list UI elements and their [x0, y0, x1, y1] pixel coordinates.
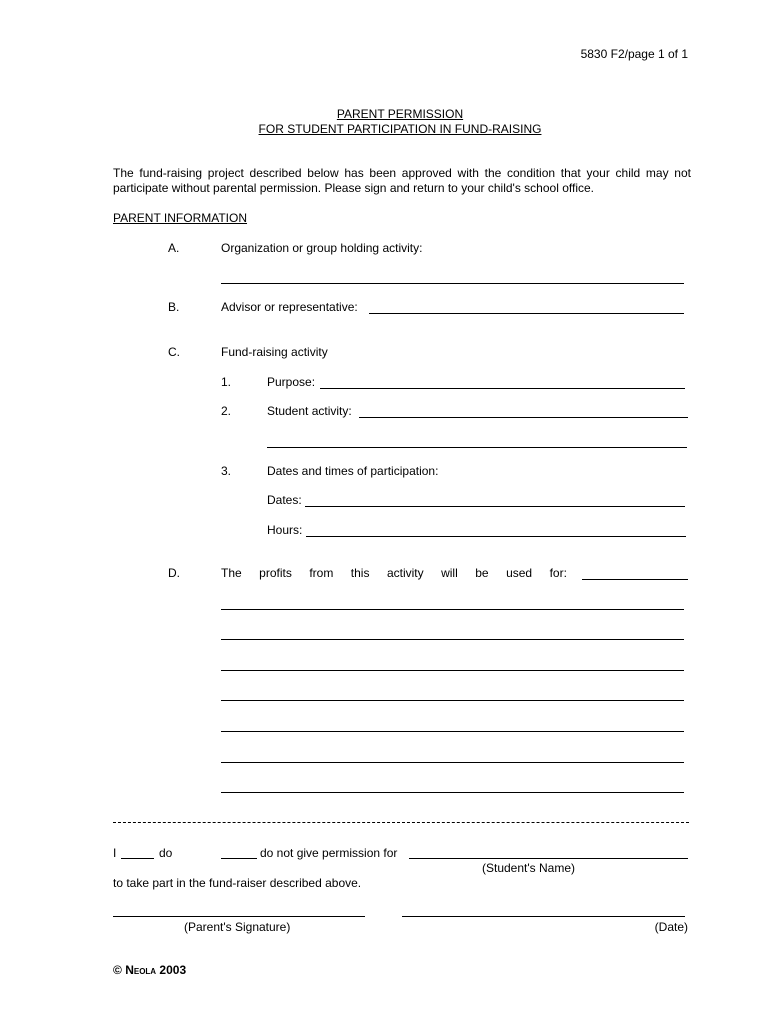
date-field[interactable] — [402, 916, 685, 917]
item-a-letter: A. — [168, 241, 180, 255]
item-d-word: for: — [549, 566, 567, 580]
item-c1-label: Purpose: — [267, 375, 316, 389]
organization-field[interactable] — [221, 283, 684, 284]
item-d-word: used — [506, 566, 533, 580]
profits-use-field-line8[interactable] — [221, 792, 684, 793]
item-c1-number: 1. — [221, 375, 232, 389]
profits-use-field-line7[interactable] — [221, 762, 684, 763]
dates-label: Dates: — [267, 493, 302, 507]
advisor-field[interactable] — [369, 313, 684, 314]
student-name-field[interactable] — [409, 858, 688, 859]
do-checkbox-field[interactable] — [121, 858, 154, 859]
page-reference: 5830 F2/page 1 of 1 — [580, 47, 688, 61]
profits-use-field-line6[interactable] — [221, 731, 684, 732]
item-c2-label: Student activity: — [267, 404, 352, 418]
item-d-word: profits — [259, 566, 292, 580]
item-d-letter: D. — [168, 566, 180, 580]
copyright-brand: Neola — [125, 963, 157, 977]
item-d-word: activity — [386, 566, 424, 580]
item-d-word: The — [221, 566, 242, 580]
do-not-checkbox-field[interactable] — [221, 858, 257, 859]
student-activity-field[interactable] — [359, 417, 688, 418]
copyright-notice — [113, 963, 186, 977]
profits-use-field-line2[interactable] — [221, 609, 684, 610]
student-name-caption: (Student's Name) — [482, 861, 575, 875]
profits-use-field-line5[interactable] — [221, 700, 684, 701]
item-c-letter: C. — [168, 345, 180, 359]
permission-do-label: do — [159, 846, 173, 860]
item-d-word: this — [350, 566, 370, 580]
form-title-line2: FOR STUDENT PARTICIPATION IN FUND-RAISING — [258, 122, 542, 136]
permission-do-not-label: do not give permission for — [260, 846, 398, 860]
section-heading-parent-information: PARENT INFORMATION — [113, 211, 248, 225]
dates-field[interactable] — [305, 506, 685, 507]
date-caption: (Date) — [654, 920, 688, 934]
item-c2-number: 2. — [221, 404, 232, 418]
parent-signature-caption: (Parent's Signature) — [184, 920, 291, 934]
parent-signature-field[interactable] — [113, 916, 365, 917]
copyright-symbol: © — [113, 963, 122, 977]
student-activity-field-line2[interactable] — [267, 447, 687, 448]
intro-paragraph: The fund-raising project described below has been approved with the condition that your child may not participate without parental permission. Please sign and return to your child's school office. — [113, 166, 691, 195]
item-b-letter: B. — [168, 300, 180, 314]
copyright-year: 2003 — [159, 963, 187, 977]
item-c-label: Fund-raising activity — [221, 345, 328, 359]
hours-label: Hours: — [267, 523, 303, 537]
profits-use-field[interactable] — [582, 579, 688, 580]
item-d-text — [221, 566, 567, 580]
item-d-word: be — [475, 566, 489, 580]
item-d-word: from — [309, 566, 334, 580]
profits-use-field-line3[interactable] — [221, 639, 684, 640]
item-a-label: Organization or group holding activity: — [221, 241, 423, 255]
item-c3-label: Dates and times of participation: — [267, 464, 439, 478]
tear-off-divider — [113, 822, 689, 823]
item-d-word: will — [441, 566, 458, 580]
hours-field[interactable] — [306, 536, 686, 537]
form-title-line1: PARENT PERMISSION — [336, 107, 464, 121]
item-c3-number: 3. — [221, 464, 232, 478]
item-b-label: Advisor or representative: — [221, 300, 358, 314]
take-part-text: to take part in the fund-raiser described above. — [113, 876, 362, 890]
purpose-field[interactable] — [320, 388, 685, 389]
profits-use-field-line4[interactable] — [221, 670, 684, 671]
permission-i: I — [113, 846, 117, 860]
